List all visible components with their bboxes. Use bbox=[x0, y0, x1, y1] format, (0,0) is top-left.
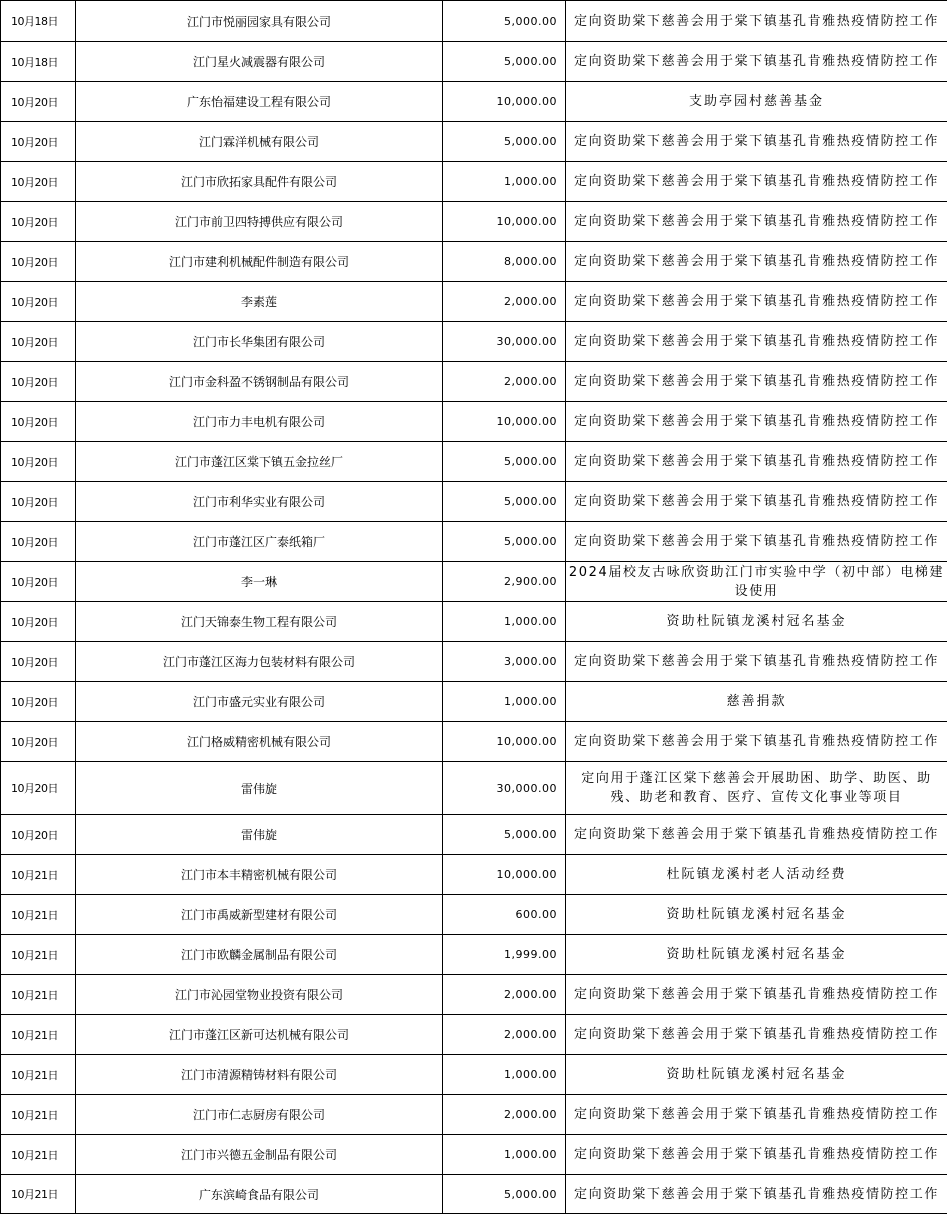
table-row bbox=[1, 322, 947, 362]
date-cell: 10月18日 bbox=[1, 42, 76, 82]
purpose-cell: 定向资助棠下慈善会用于棠下镇基孔肯雅热疫情防控工作 bbox=[566, 402, 947, 442]
amount-cell: 2,000.00 bbox=[443, 975, 566, 1015]
date-cell: 10月20日 bbox=[1, 282, 76, 322]
table-row bbox=[1, 1095, 947, 1135]
purpose-cell: 定向资助棠下慈善会用于棠下镇基孔肯雅热疫情防控工作 bbox=[566, 162, 947, 202]
purpose-cell: 定向资助棠下慈善会用于棠下镇基孔肯雅热疫情防控工作 bbox=[566, 122, 947, 162]
purpose-cell: 定向资助棠下慈善会用于棠下镇基孔肯雅热疫情防控工作 bbox=[566, 282, 947, 322]
date-cell: 10月20日 bbox=[1, 162, 76, 202]
table-row bbox=[1, 282, 947, 322]
date-cell: 10月21日 bbox=[1, 895, 76, 935]
amount-cell: 2,000.00 bbox=[443, 1015, 566, 1055]
amount-cell: 10,000.00 bbox=[443, 202, 566, 242]
donor-cell: 李一琳 bbox=[76, 562, 443, 602]
donor-cell: 江门市禹威新型建材有限公司 bbox=[76, 895, 443, 935]
donor-cell: 江门市仁志厨房有限公司 bbox=[76, 1095, 443, 1135]
amount-cell: 5,000.00 bbox=[443, 522, 566, 562]
amount-cell: 30,000.00 bbox=[443, 762, 566, 815]
date-cell: 10月20日 bbox=[1, 82, 76, 122]
amount-cell: 1,000.00 bbox=[443, 162, 566, 202]
purpose-cell: 定向资助棠下慈善会用于棠下镇基孔肯雅热疫情防控工作 bbox=[566, 642, 947, 682]
donor-cell: 江门市蓬江区广泰纸箱厂 bbox=[76, 522, 443, 562]
table-row bbox=[1, 522, 947, 562]
amount-cell: 2,000.00 bbox=[443, 282, 566, 322]
table-row bbox=[1, 362, 947, 402]
purpose-cell: 定向资助棠下慈善会用于棠下镇基孔肯雅热疫情防控工作 bbox=[566, 42, 947, 82]
purpose-cell: 定向资助棠下慈善会用于棠下镇基孔肯雅热疫情防控工作 bbox=[566, 1175, 947, 1214]
table-row bbox=[1, 975, 947, 1015]
donor-cell: 江门市本丰精密机械有限公司 bbox=[76, 855, 443, 895]
table-row bbox=[1, 162, 947, 202]
date-cell: 10月20日 bbox=[1, 682, 76, 722]
purpose-cell: 定向资助棠下慈善会用于棠下镇基孔肯雅热疫情防控工作 bbox=[566, 522, 947, 562]
donor-cell: 江门市沁园堂物业投资有限公司 bbox=[76, 975, 443, 1015]
amount-cell: 8,000.00 bbox=[443, 242, 566, 282]
donor-cell: 江门市蓬江区海力包装材料有限公司 bbox=[76, 642, 443, 682]
table-row bbox=[1, 1, 947, 42]
purpose-cell: 定向资助棠下慈善会用于棠下镇基孔肯雅热疫情防控工作 bbox=[566, 442, 947, 482]
date-cell: 10月21日 bbox=[1, 1015, 76, 1055]
date-cell: 10月20日 bbox=[1, 322, 76, 362]
amount-cell: 2,000.00 bbox=[443, 362, 566, 402]
purpose-cell: 慈善捐款 bbox=[566, 682, 947, 722]
table-row bbox=[1, 42, 947, 82]
amount-cell: 10,000.00 bbox=[443, 402, 566, 442]
donor-cell: 江门市蓬江区新可达机械有限公司 bbox=[76, 1015, 443, 1055]
date-cell: 10月20日 bbox=[1, 362, 76, 402]
purpose-cell: 资助杜阮镇龙溪村冠名基金 bbox=[566, 895, 947, 935]
purpose-cell: 资助杜阮镇龙溪村冠名基金 bbox=[566, 1055, 947, 1095]
table-row bbox=[1, 482, 947, 522]
date-cell: 10月21日 bbox=[1, 1055, 76, 1095]
amount-cell: 5,000.00 bbox=[443, 815, 566, 855]
purpose-cell: 支助亭园村慈善基金 bbox=[566, 82, 947, 122]
amount-cell: 5,000.00 bbox=[443, 1175, 566, 1214]
donor-cell: 江门市蓬江区棠下镇五金拉丝厂 bbox=[76, 442, 443, 482]
date-cell: 10月20日 bbox=[1, 642, 76, 682]
date-cell: 10月20日 bbox=[1, 402, 76, 442]
table-row bbox=[1, 1175, 947, 1214]
amount-cell: 10,000.00 bbox=[443, 82, 566, 122]
purpose-cell: 定向用于蓬江区棠下慈善会开展助困、助学、助医、助残、助老和教育、医疗、宣传文化事业等项目 bbox=[566, 762, 947, 815]
amount-cell: 5,000.00 bbox=[443, 1, 566, 42]
table-row bbox=[1, 202, 947, 242]
purpose-cell: 定向资助棠下慈善会用于棠下镇基孔肯雅热疫情防控工作 bbox=[566, 1, 947, 42]
table-row bbox=[1, 402, 947, 442]
table-row bbox=[1, 602, 947, 642]
table-row bbox=[1, 442, 947, 482]
date-cell: 10月21日 bbox=[1, 1095, 76, 1135]
table-row bbox=[1, 242, 947, 282]
purpose-cell: 定向资助棠下慈善会用于棠下镇基孔肯雅热疫情防控工作 bbox=[566, 722, 947, 762]
donor-cell: 广东滨崎食品有限公司 bbox=[76, 1175, 443, 1214]
amount-cell: 10,000.00 bbox=[443, 855, 566, 895]
amount-cell: 1,000.00 bbox=[443, 1135, 566, 1175]
purpose-cell: 杜阮镇龙溪村老人活动经费 bbox=[566, 855, 947, 895]
donor-cell: 江门市建利机械配件制造有限公司 bbox=[76, 242, 443, 282]
purpose-cell: 定向资助棠下慈善会用于棠下镇基孔肯雅热疫情防控工作 bbox=[566, 975, 947, 1015]
table-row bbox=[1, 935, 947, 975]
purpose-cell: 定向资助棠下慈善会用于棠下镇基孔肯雅热疫情防控工作 bbox=[566, 242, 947, 282]
donor-cell: 雷伟旋 bbox=[76, 762, 443, 815]
donor-cell: 江门星火减震器有限公司 bbox=[76, 42, 443, 82]
table-row bbox=[1, 562, 947, 602]
date-cell: 10月18日 bbox=[1, 1, 76, 42]
donor-cell: 江门市悦丽园家具有限公司 bbox=[76, 1, 443, 42]
donor-cell: 广东怡福建设工程有限公司 bbox=[76, 82, 443, 122]
amount-cell: 5,000.00 bbox=[443, 482, 566, 522]
donor-cell: 江门市利华实业有限公司 bbox=[76, 482, 443, 522]
donation-table-body bbox=[1, 1, 947, 1214]
amount-cell: 10,000.00 bbox=[443, 722, 566, 762]
donor-cell: 江门市欧麟金属制品有限公司 bbox=[76, 935, 443, 975]
purpose-cell: 定向资助棠下慈善会用于棠下镇基孔肯雅热疫情防控工作 bbox=[566, 1135, 947, 1175]
purpose-cell: 2024届校友古咏欣资助江门市实验中学（初中部）电梯建设使用 bbox=[566, 562, 947, 602]
date-cell: 10月20日 bbox=[1, 442, 76, 482]
table-row bbox=[1, 82, 947, 122]
table-row bbox=[1, 1055, 947, 1095]
purpose-cell: 定向资助棠下慈善会用于棠下镇基孔肯雅热疫情防控工作 bbox=[566, 1095, 947, 1135]
purpose-cell: 定向资助棠下慈善会用于棠下镇基孔肯雅热疫情防控工作 bbox=[566, 322, 947, 362]
donor-cell: 江门市兴德五金制品有限公司 bbox=[76, 1135, 443, 1175]
donor-cell: 江门市长华集团有限公司 bbox=[76, 322, 443, 362]
date-cell: 10月21日 bbox=[1, 1175, 76, 1214]
amount-cell: 600.00 bbox=[443, 895, 566, 935]
purpose-cell: 定向资助棠下慈善会用于棠下镇基孔肯雅热疫情防控工作 bbox=[566, 1015, 947, 1055]
donor-cell: 雷伟旋 bbox=[76, 815, 443, 855]
donor-cell: 江门霖洋机械有限公司 bbox=[76, 122, 443, 162]
date-cell: 10月20日 bbox=[1, 562, 76, 602]
date-cell: 10月20日 bbox=[1, 602, 76, 642]
amount-cell: 5,000.00 bbox=[443, 122, 566, 162]
date-cell: 10月20日 bbox=[1, 482, 76, 522]
purpose-cell: 资助杜阮镇龙溪村冠名基金 bbox=[566, 602, 947, 642]
date-cell: 10月20日 bbox=[1, 122, 76, 162]
date-cell: 10月21日 bbox=[1, 855, 76, 895]
donor-cell: 江门市前卫四特搏供应有限公司 bbox=[76, 202, 443, 242]
table-row bbox=[1, 682, 947, 722]
donor-cell: 江门市清源精铸材料有限公司 bbox=[76, 1055, 443, 1095]
donor-cell: 江门市金科盈不锈钢制品有限公司 bbox=[76, 362, 443, 402]
donor-cell: 江门格威精密机械有限公司 bbox=[76, 722, 443, 762]
purpose-cell: 定向资助棠下慈善会用于棠下镇基孔肯雅热疫情防控工作 bbox=[566, 482, 947, 522]
amount-cell: 5,000.00 bbox=[443, 442, 566, 482]
purpose-cell: 定向资助棠下慈善会用于棠下镇基孔肯雅热疫情防控工作 bbox=[566, 362, 947, 402]
amount-cell: 1,000.00 bbox=[443, 682, 566, 722]
date-cell: 10月21日 bbox=[1, 935, 76, 975]
donor-cell: 江门市盛元实业有限公司 bbox=[76, 682, 443, 722]
date-cell: 10月20日 bbox=[1, 815, 76, 855]
table-row bbox=[1, 642, 947, 682]
date-cell: 10月20日 bbox=[1, 202, 76, 242]
amount-cell: 1,999.00 bbox=[443, 935, 566, 975]
amount-cell: 3,000.00 bbox=[443, 642, 566, 682]
date-cell: 10月21日 bbox=[1, 1135, 76, 1175]
donor-cell: 江门市力丰电机有限公司 bbox=[76, 402, 443, 442]
amount-cell: 30,000.00 bbox=[443, 322, 566, 362]
purpose-cell: 定向资助棠下慈善会用于棠下镇基孔肯雅热疫情防控工作 bbox=[566, 815, 947, 855]
amount-cell: 1,000.00 bbox=[443, 1055, 566, 1095]
table-row bbox=[1, 122, 947, 162]
date-cell: 10月20日 bbox=[1, 242, 76, 282]
table-row bbox=[1, 815, 947, 855]
table-row bbox=[1, 722, 947, 762]
table-row bbox=[1, 1015, 947, 1055]
table-row bbox=[1, 855, 947, 895]
amount-cell: 2,900.00 bbox=[443, 562, 566, 602]
table-row bbox=[1, 762, 947, 815]
table-row bbox=[1, 1135, 947, 1175]
date-cell: 10月21日 bbox=[1, 975, 76, 1015]
amount-cell: 2,000.00 bbox=[443, 1095, 566, 1135]
table-row bbox=[1, 895, 947, 935]
amount-cell: 5,000.00 bbox=[443, 42, 566, 82]
date-cell: 10月20日 bbox=[1, 722, 76, 762]
purpose-cell: 定向资助棠下慈善会用于棠下镇基孔肯雅热疫情防控工作 bbox=[566, 202, 947, 242]
purpose-cell: 资助杜阮镇龙溪村冠名基金 bbox=[566, 935, 947, 975]
date-cell: 10月20日 bbox=[1, 522, 76, 562]
donor-cell: 江门天锦泰生物工程有限公司 bbox=[76, 602, 443, 642]
date-cell: 10月20日 bbox=[1, 762, 76, 815]
amount-cell: 1,000.00 bbox=[443, 602, 566, 642]
donor-cell: 李素莲 bbox=[76, 282, 443, 322]
donor-cell: 江门市欣拓家具配件有限公司 bbox=[76, 162, 443, 202]
